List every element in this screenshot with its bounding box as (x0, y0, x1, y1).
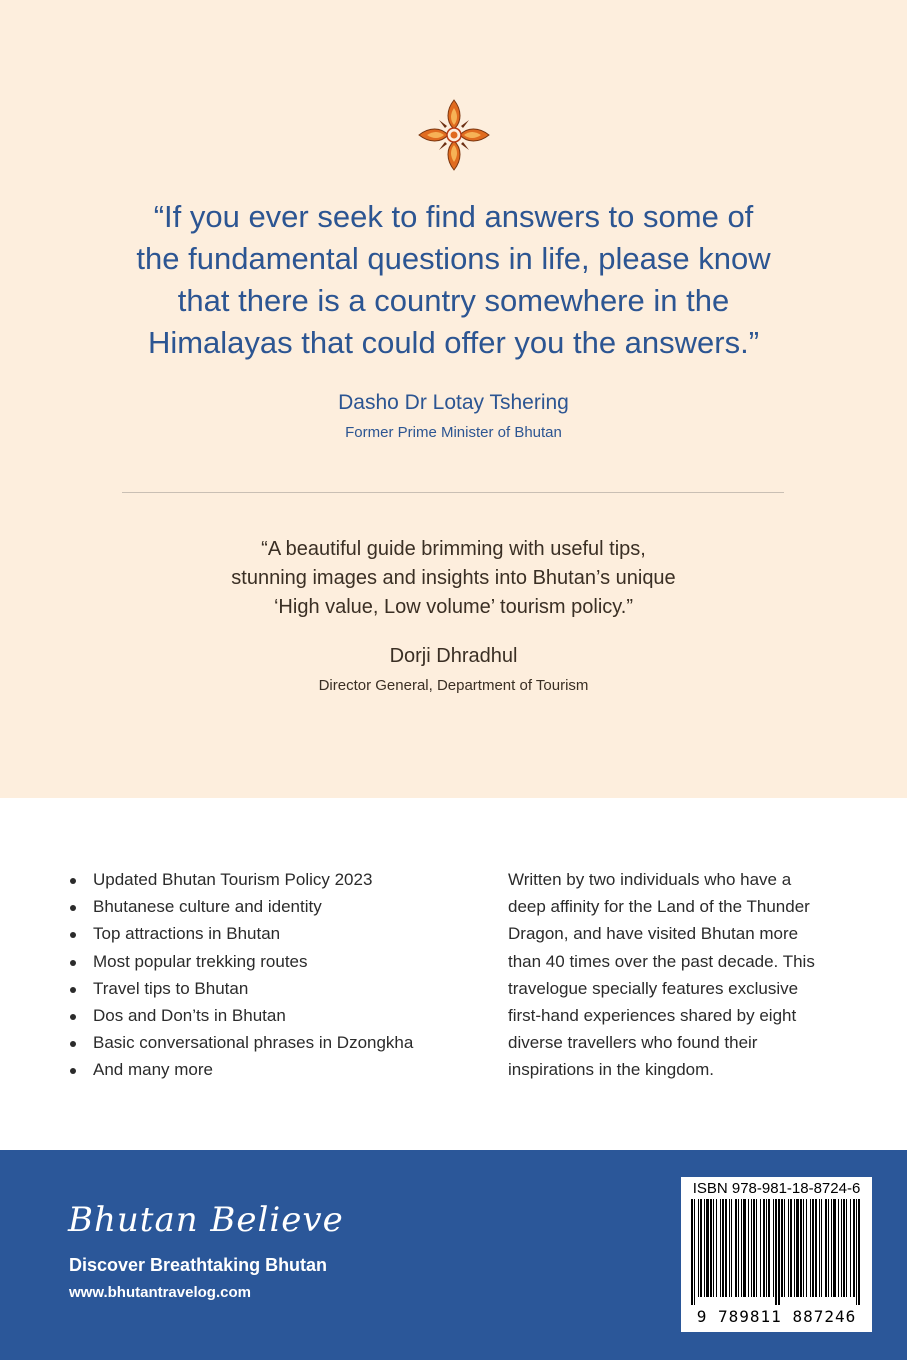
isbn-barcode (681, 1177, 872, 1332)
secondary-quote-line: stunning images and insights into Bhutan’s unique (231, 567, 676, 589)
bhutan-flower-ornament-icon (417, 98, 491, 172)
primary-quote (60, 196, 847, 364)
brand-tagline: Discover Breathtaking Bhutan (69, 1255, 328, 1275)
footer-band (0, 1150, 907, 1360)
description-line: deep affinity for the Land of the Thunder (508, 897, 810, 917)
barcode-icon (685, 1199, 868, 1307)
feature-list-item: Most popular trekking routes (68, 948, 488, 975)
primary-quote-line: “If you ever seek to find answers to some of (153, 199, 754, 234)
feature-list (68, 866, 488, 1084)
primary-quote-role: Former Prime Minister of Bhutan (345, 424, 562, 441)
isbn-label: ISBN 978-981-18-8724-6 (692, 1180, 861, 1197)
section-divider (122, 492, 784, 493)
primary-quote-author: Dasho Dr Lotay Tshering (338, 391, 569, 414)
description-line: Written by two individuals who have a (508, 870, 792, 889)
primary-quote-line: the fundamental questions in life, please know (136, 241, 771, 276)
feature-list-item: Bhutanese culture and identity (68, 893, 488, 920)
description-line: diverse travellers who found their (508, 1033, 758, 1053)
secondary-quote-line: “A beautiful guide brimming with useful tips, (261, 538, 646, 560)
website-link[interactable]: www.bhutantravelog.com (69, 1284, 251, 1301)
barcode-number: 9 789811 887246 (696, 1307, 857, 1326)
feature-list-item: And many more (68, 1056, 488, 1083)
feature-list-item: Basic conversational phrases in Dzongkha (68, 1029, 488, 1056)
description-line: inspirations in the kingdom. (508, 1060, 715, 1080)
description-line: Dragon, and have visited Bhutan more (508, 924, 799, 944)
primary-quote-line: that there is a country somewhere in the (177, 283, 730, 318)
feature-list-item: Updated Bhutan Tourism Policy 2023 (68, 866, 488, 893)
feature-list-item: Travel tips to Bhutan (68, 975, 488, 1002)
secondary-quote-author: Dorji Dhradhul (389, 645, 518, 667)
book-description (508, 866, 848, 1084)
secondary-quote (60, 535, 847, 622)
brand-logo: Bhutan Believe (68, 1200, 344, 1240)
feature-list-item: Dos and Don’ts in Bhutan (68, 1002, 488, 1029)
secondary-quote-role: Director General, Department of Tourism (318, 677, 589, 694)
description-line: first-hand experiences shared by eight (508, 1006, 797, 1026)
primary-quote-line: Himalayas that could offer you the answers.” (147, 325, 760, 360)
description-line: travelogue specially features exclusive (508, 978, 799, 998)
secondary-quote-line: ‘High value, Low volume’ tourism policy.” (273, 596, 634, 618)
description-line: than 40 times over the past decade. This (508, 951, 815, 971)
feature-list-item: Top attractions in Bhutan (68, 920, 488, 947)
